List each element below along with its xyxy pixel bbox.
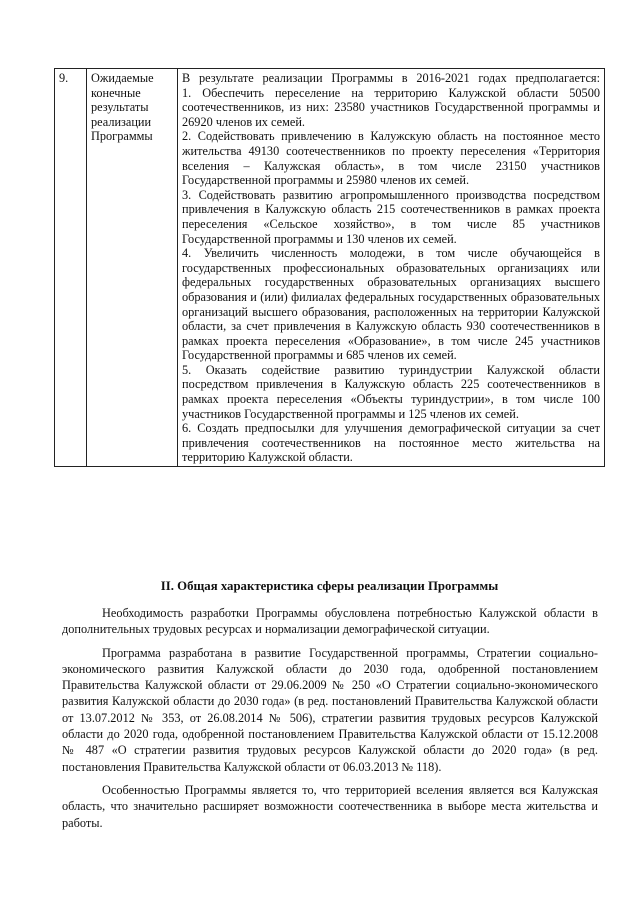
body-paragraph: Программа разработана в развитие Государственной программы, Стратегии социально-экономического развития Калужской области до 2030 года, одобренной постановлением Правительства Калужской области от 29.06.2009 № 250 «О Стратегии социально-экономического развития Калужской области до 2030 года» (в ред. постановлений Правительства Калужской области от 13.07.2012 № 353, от 26.08.2014 № 506), стратегии развития трудовых ресурсов Калужской области до 2020 года, одобренной постановлением Правительства Калужской области от 15.12.2008 № 487 «О стратегии развития трудовых ресурсов Калужской области до 2020 года» (в ред. постановления Правительства Калужской области от 06.03.2013 № 118). <box>62 645 598 774</box>
result-item: 3. Содействовать развитию агропромышленного производства посредством привлечения в Калужскую область 215 соотечественников в рамках проекта переселения «Сельское хозяйство», в том числе 85 участников Государственной программы и 130 членов их семей. <box>182 187 600 246</box>
section-title: II. Общая характеристика сферы реализации Программы <box>160 579 499 593</box>
section-body <box>62 605 598 838</box>
program-table <box>54 68 605 467</box>
body-paragraph: Особенностью Программы является то, что территорией вселения является вся Калужская область, что значительно расширяет возможности соотечественника в выборе места жительства и работы. <box>62 782 598 830</box>
body-paragraph: Необходимость разработки Программы обусловлена потребностью Калужской области в дополнительных трудовых ресурсах и нормализации демографической ситуации. <box>62 606 598 637</box>
result-item: 1. Обеспечить переселение на территорию Калужской области 50500 соотечественников, из них: 23580 участников Государственной программы и 26920 членов их семей. <box>182 85 600 129</box>
row-intro: В результате реализации Программы в 2016-2021 годах предполагается: <box>182 71 600 85</box>
row-content <box>178 69 605 467</box>
result-item: 2. Содействовать привлечению в Калужскую область на постоянное место жительства 49130 соотечественников по проекту переселения «Территория вселения – Калужская область», в том числе 23150 участников Государственной программы и 25980 членов их семей. <box>182 129 600 188</box>
result-item: 4. Увеличить численность молодежи, в том числе обучающейся в государственных профессиональных образовательных организациях или федеральных государственных образовательных организациях высшего образования и (или) филиалах федеральных государственных образовательных организаций высшего образования, расположенных на территории Калужской области, за счет привлечения в Калужскую область 930 соотечественников в рамках проекта переселения «Образование», в том числе 245 участников Государственной программы и 685 членов их семей. <box>182 246 600 363</box>
result-item: 5. Оказать содействие развитию туриндустрии Калужской области посредством привлечения в Калужскую область 225 соотечественников в рамках проекта переселения «Объекты туриндустрии», в том числе 100 участников Государственной программы и 125 членов их семей. <box>182 362 600 421</box>
result-item: 6. Создать предпосылки для улучшения демографической ситуации за счет привлечения соотечественников на постоянное место жительства на территорию Калужской области. <box>182 421 600 465</box>
row-number: 9. <box>55 69 87 467</box>
row-label: Ожидаемые конечные результаты реализации Программы <box>87 69 178 467</box>
table-row <box>55 69 605 467</box>
